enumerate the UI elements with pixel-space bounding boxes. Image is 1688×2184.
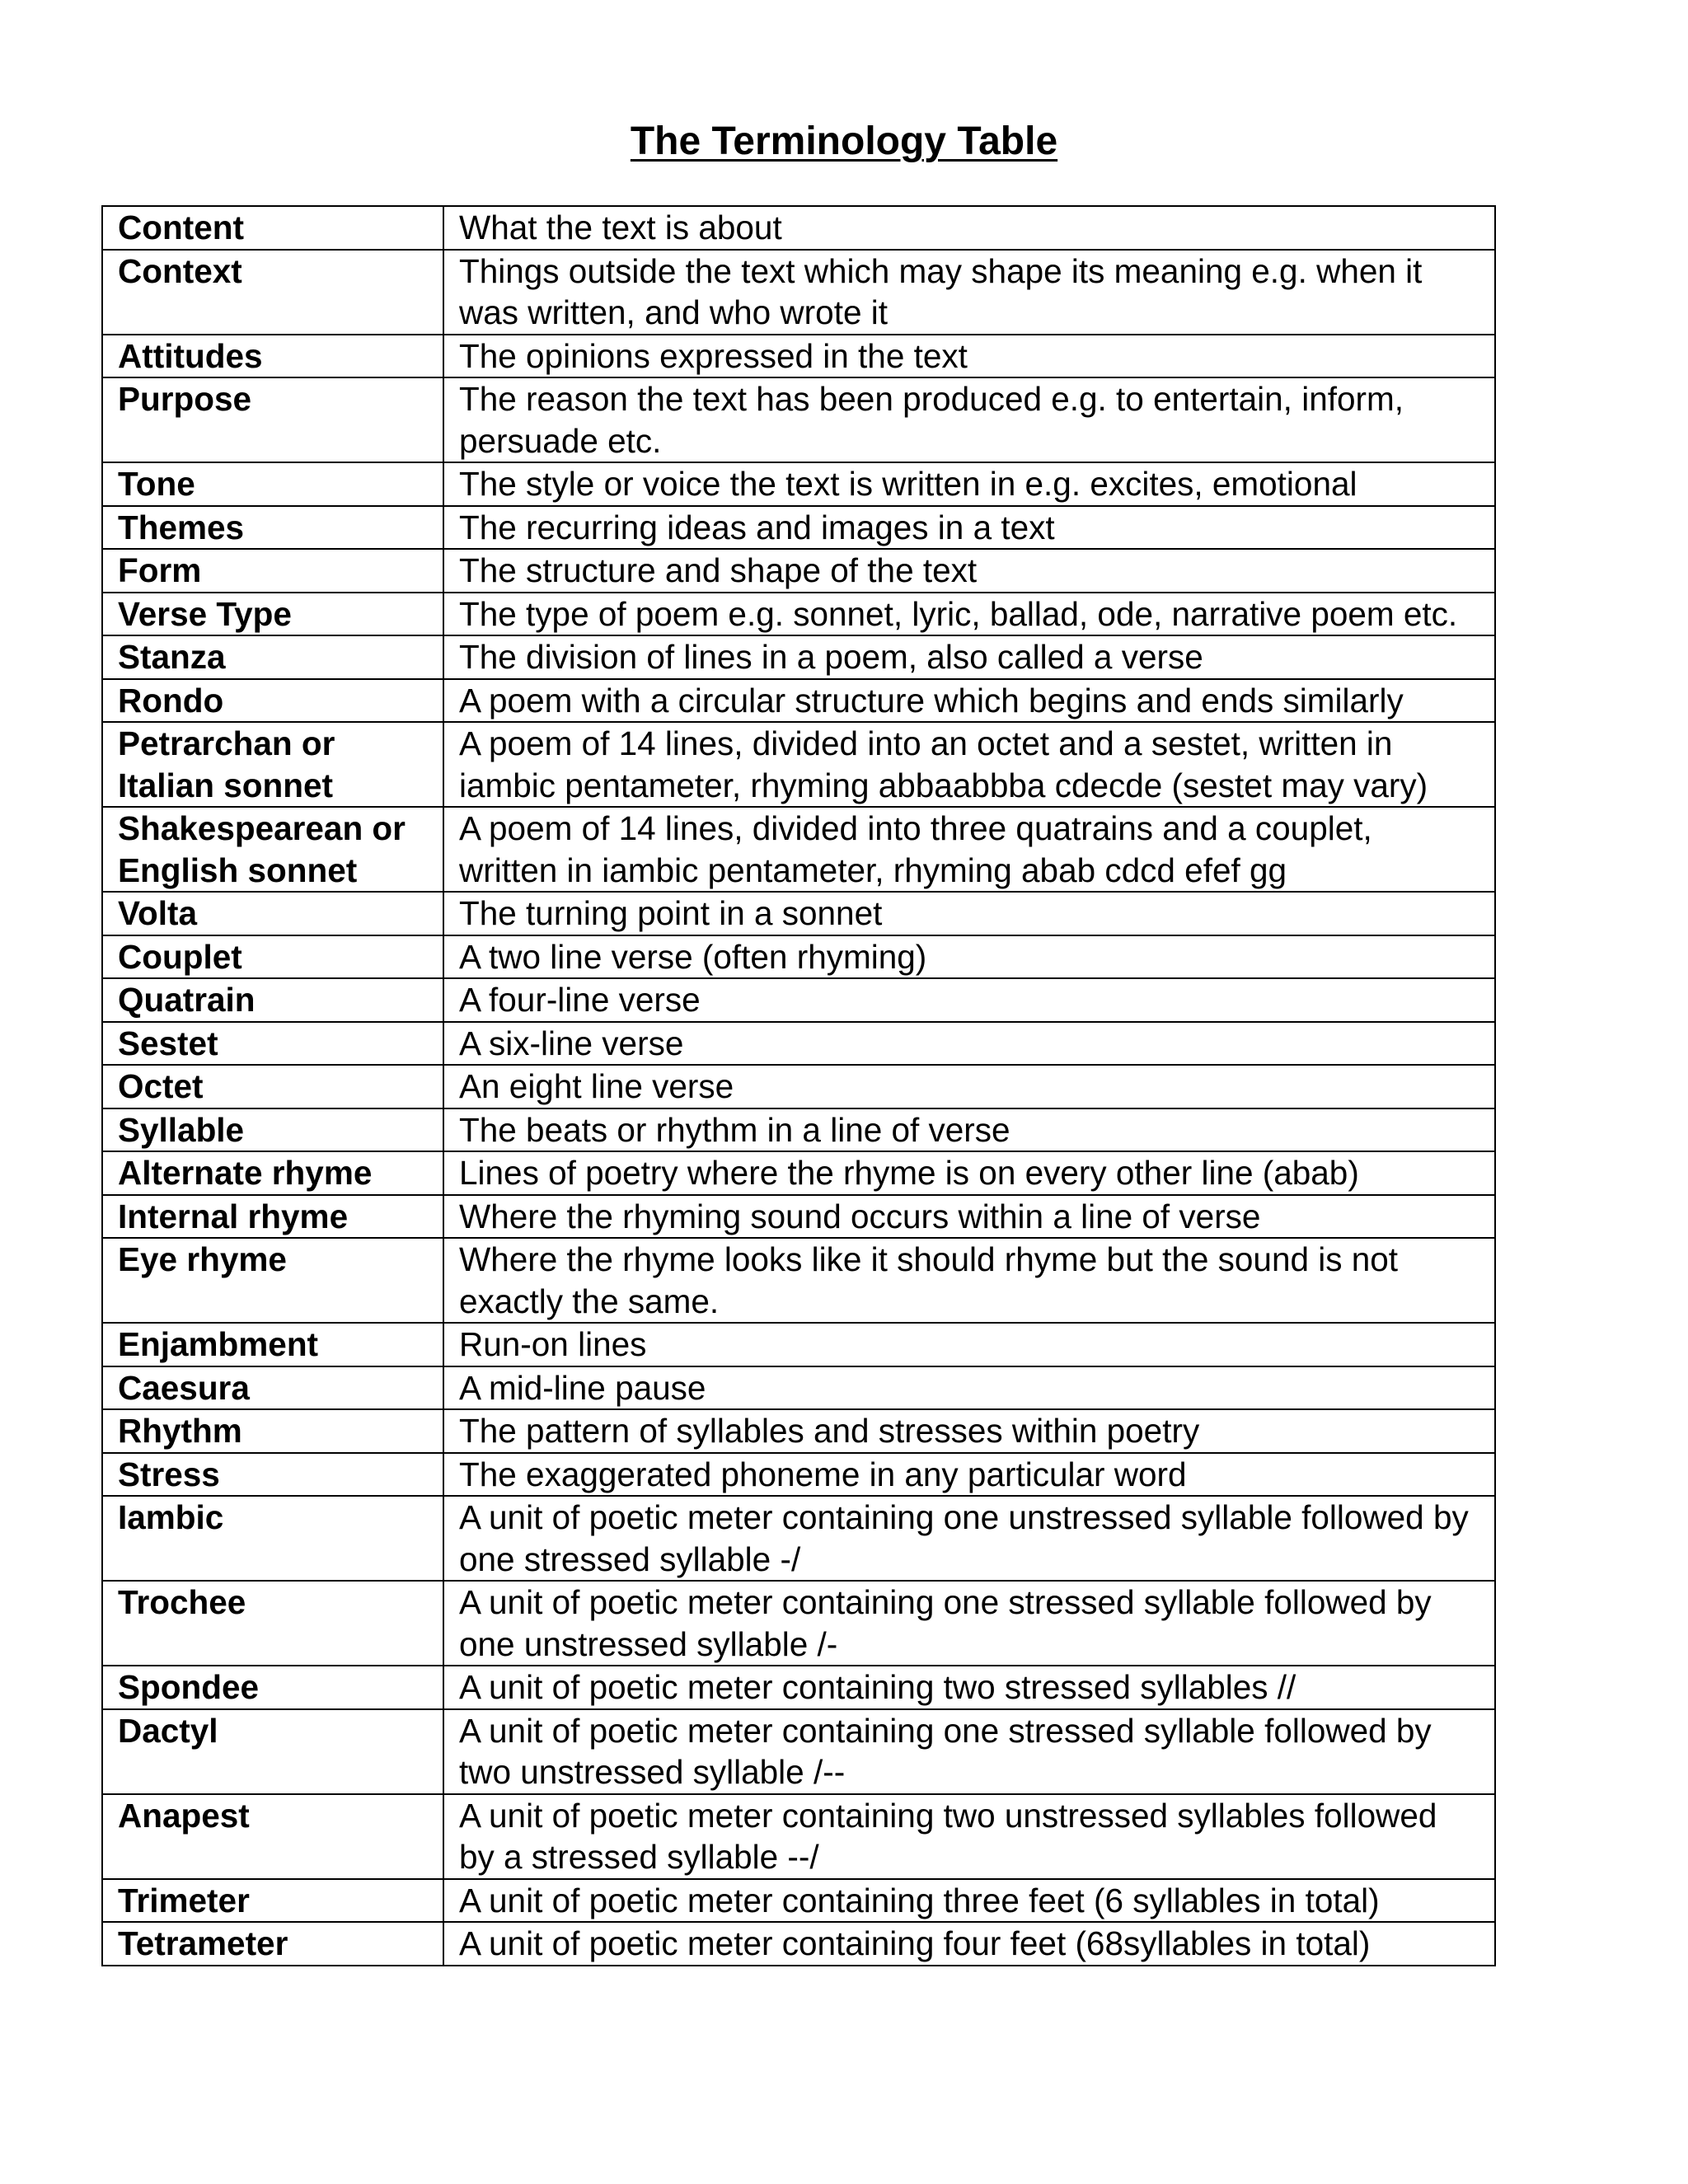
term-cell: Caesura [102,1366,443,1410]
term-cell: Spondee [102,1666,443,1709]
definition-cell: An eight line verse [443,1065,1495,1108]
term-cell: Alternate rhyme [102,1151,443,1195]
definition-cell: A unit of poetic meter containing four feet (68syllables in total) [443,1922,1495,1966]
definition-cell: The opinions expressed in the text [443,335,1495,378]
term-cell: Rhythm [102,1409,443,1453]
term-cell: Purpose [102,377,443,462]
definition-cell: Lines of poetry where the rhyme is on every other line (abab) [443,1151,1495,1195]
table-row [102,1666,1495,1709]
term-cell: Stanza [102,635,443,679]
table-row [102,377,1495,462]
terminology-table-body [102,206,1495,1966]
table-row [102,1496,1495,1581]
term-cell: Internal rhyme [102,1195,443,1239]
table-row [102,1022,1495,1066]
definition-cell: A poem of 14 lines, divided into an octet and a sestet, written in iambic pentameter, rhyming abbaabbba cdecde (sestet may vary) [443,722,1495,807]
table-row [102,335,1495,378]
definition-cell: The beats or rhythm in a line of verse [443,1108,1495,1152]
table-row [102,1409,1495,1453]
term-cell: Form [102,549,443,593]
table-row [102,807,1495,892]
table-row [102,206,1495,250]
definition-cell: The style or voice the text is written in e.g. excites, emotional [443,462,1495,506]
definition-cell: A poem with a circular structure which begins and ends similarly [443,679,1495,723]
term-cell: Tetrameter [102,1922,443,1966]
term-cell: Trimeter [102,1879,443,1923]
table-row [102,1151,1495,1195]
table-row [102,506,1495,550]
table-row [102,1238,1495,1323]
term-cell: Themes [102,506,443,550]
definition-cell: The recurring ideas and images in a text [443,506,1495,550]
term-cell: Eye rhyme [102,1238,443,1323]
term-cell: Syllable [102,1108,443,1152]
definition-cell: The turning point in a sonnet [443,892,1495,935]
terminology-table [101,205,1496,1966]
table-row [102,462,1495,506]
term-cell: Dactyl [102,1709,443,1794]
definition-cell: Run-on lines [443,1323,1495,1366]
definition-cell: A two line verse (often rhyming) [443,935,1495,979]
definition-cell: A poem of 14 lines, divided into three quatrains and a couplet, written in iambic pentameter, rhyming abab cdcd efef gg [443,807,1495,892]
term-cell: Enjambment [102,1323,443,1366]
table-row [102,892,1495,935]
table-row [102,549,1495,593]
term-cell: Verse Type [102,593,443,636]
definition-cell: The type of poem e.g. sonnet, lyric, ballad, ode, narrative poem etc. [443,593,1495,636]
term-cell: Petrarchan or Italian sonnet [102,722,443,807]
definition-cell: The reason the text has been produced e.g. to entertain, inform, persuade etc. [443,377,1495,462]
table-row [102,1453,1495,1497]
term-cell: Rondo [102,679,443,723]
table-row [102,1709,1495,1794]
definition-cell: Where the rhyming sound occurs within a line of verse [443,1195,1495,1239]
table-row [102,1879,1495,1923]
definition-cell: A mid-line pause [443,1366,1495,1410]
term-cell: Anapest [102,1794,443,1879]
term-cell: Attitudes [102,335,443,378]
term-cell: Sestet [102,1022,443,1066]
definition-cell: Things outside the text which may shape its meaning e.g. when it was written, and who wrote it [443,250,1495,335]
table-row [102,1922,1495,1966]
term-cell: Content [102,206,443,250]
definition-cell: The exaggerated phoneme in any particular word [443,1453,1495,1497]
term-cell: Octet [102,1065,443,1108]
table-row [102,1065,1495,1108]
definition-cell: The structure and shape of the text [443,549,1495,593]
table-row [102,679,1495,723]
term-cell: Iambic [102,1496,443,1581]
term-cell: Quatrain [102,978,443,1022]
term-cell: Tone [102,462,443,506]
definition-cell: A unit of poetic meter containing one stressed syllable followed by one unstressed syllable /- [443,1581,1495,1666]
table-row [102,1794,1495,1879]
definition-cell: A unit of poetic meter containing two unstressed syllables followed by a stressed syllable --/ [443,1794,1495,1879]
definition-cell: The pattern of syllables and stresses within poetry [443,1409,1495,1453]
definition-cell: A unit of poetic meter containing two stressed syllables // [443,1666,1495,1709]
table-row [102,1366,1495,1410]
term-cell: Stress [102,1453,443,1497]
definition-cell: A unit of poetic meter containing one stressed syllable followed by two unstressed syllable /-- [443,1709,1495,1794]
table-row [102,250,1495,335]
table-row [102,1581,1495,1666]
table-row [102,978,1495,1022]
table-row [102,722,1495,807]
term-cell: Shakespearean or English sonnet [102,807,443,892]
table-row [102,635,1495,679]
term-cell: Volta [102,892,443,935]
term-cell: Trochee [102,1581,443,1666]
table-row [102,1323,1495,1366]
definition-cell: A six-line verse [443,1022,1495,1066]
table-row [102,935,1495,979]
definition-cell: The division of lines in a poem, also called a verse [443,635,1495,679]
page-title: The Terminology Table [630,120,1058,163]
table-row [102,1195,1495,1239]
definition-cell: A unit of poetic meter containing three feet (6 syllables in total) [443,1879,1495,1923]
term-cell: Couplet [102,935,443,979]
definition-cell: A unit of poetic meter containing one unstressed syllable followed by one stressed syllable -/ [443,1496,1495,1581]
term-cell: Context [102,250,443,335]
definition-cell: What the text is about [443,206,1495,250]
table-row [102,593,1495,636]
definition-cell: A four-line verse [443,978,1495,1022]
definition-cell: Where the rhyme looks like it should rhyme but the sound is not exactly the same. [443,1238,1495,1323]
table-row [102,1108,1495,1152]
